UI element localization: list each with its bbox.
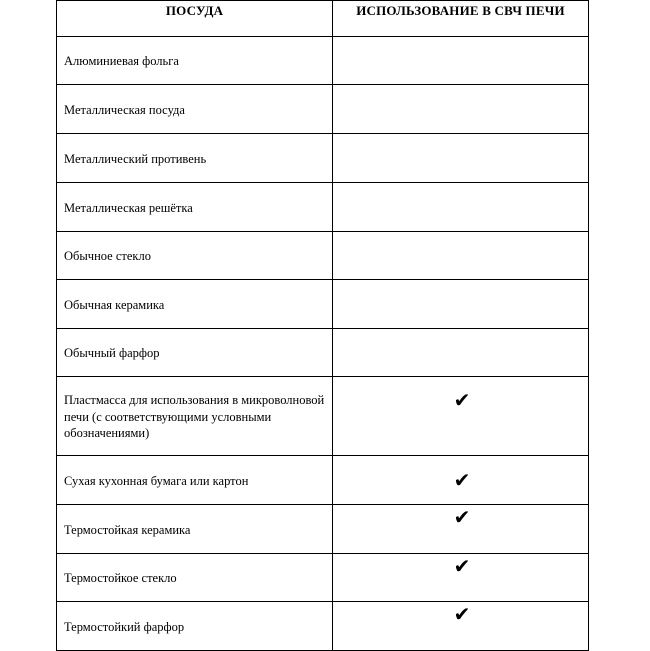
header-row bbox=[57, 1, 589, 37]
cookware-name: Сухая кухонная бумага или картон bbox=[57, 456, 333, 505]
cookware-name: Металлическая решётка bbox=[57, 183, 333, 232]
microwave-use-cell bbox=[333, 280, 589, 329]
cookware-name: Термостойкое стекло bbox=[57, 554, 333, 602]
microwave-use-cell bbox=[333, 377, 589, 456]
table-row bbox=[57, 329, 589, 377]
microwave-use-cell bbox=[333, 183, 589, 232]
cookware-name: Обычное стекло bbox=[57, 232, 333, 280]
checkmark-icon: ✔ bbox=[453, 554, 471, 578]
cookware-name: Металлический противень bbox=[57, 134, 333, 183]
microwave-use-cell bbox=[333, 602, 589, 651]
table-row bbox=[57, 85, 589, 134]
microwave-use-cell bbox=[333, 505, 589, 554]
table-row bbox=[57, 602, 589, 651]
header-microwave-use: ИСПОЛЬЗОВАНИЕ В СВЧ ПЕЧИ bbox=[333, 1, 589, 37]
table-row bbox=[57, 232, 589, 280]
microwave-use-cell bbox=[333, 329, 589, 377]
microwave-use-cell bbox=[333, 134, 589, 183]
table-row bbox=[57, 505, 589, 554]
checkmark-icon: ✔ bbox=[453, 505, 471, 529]
table-row bbox=[57, 280, 589, 329]
table-row bbox=[57, 554, 589, 602]
cookware-name: Металлическая посуда bbox=[57, 85, 333, 134]
cookware-name: Алюминиевая фольга bbox=[57, 37, 333, 85]
cookware-name: Обычная керамика bbox=[57, 280, 333, 329]
microwave-use-cell bbox=[333, 232, 589, 280]
cookware-name: Термостойкая керамика bbox=[57, 505, 333, 554]
table-row bbox=[57, 183, 589, 232]
cookware-table bbox=[56, 0, 589, 651]
cookware-name: Термостойкий фарфор bbox=[57, 602, 333, 651]
checkmark-icon: ✔ bbox=[453, 468, 471, 492]
table-row bbox=[57, 377, 589, 456]
header-cookware: ПОСУДА bbox=[57, 1, 333, 37]
table-row bbox=[57, 456, 589, 505]
microwave-use-cell bbox=[333, 554, 589, 602]
checkmark-icon: ✔ bbox=[453, 388, 471, 412]
cookware-name: Обычный фарфор bbox=[57, 329, 333, 377]
checkmark-icon: ✔ bbox=[453, 602, 471, 626]
table-row bbox=[57, 134, 589, 183]
cookware-name: Пластмасса для использования в микроволновой печи (с соответствующими условными обозначениями) bbox=[57, 377, 333, 456]
microwave-use-cell bbox=[333, 85, 589, 134]
microwave-use-cell bbox=[333, 456, 589, 505]
table-row bbox=[57, 37, 589, 85]
microwave-use-cell bbox=[333, 37, 589, 85]
